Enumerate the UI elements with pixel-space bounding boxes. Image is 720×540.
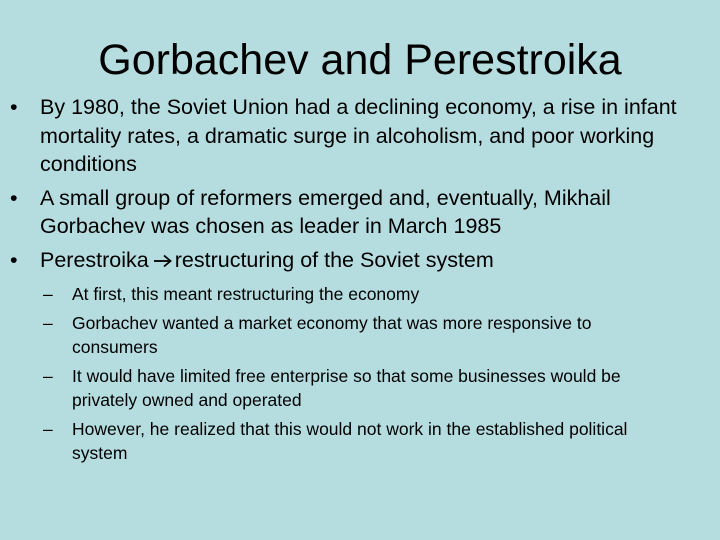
bullet-marker: • (10, 95, 18, 119)
sub-bullet-item (0, 311, 692, 359)
sub-bullet-marker: – (43, 284, 53, 304)
sub-bullet-text: At first, this meant restructuring the economy (72, 284, 420, 304)
sub-bullet-item (0, 417, 692, 465)
sub-bullet-item (0, 282, 692, 306)
sub-bullet-marker: – (43, 419, 53, 439)
sub-bullet-text: It would have limited free enterprise so that some businesses would be privately owned and operated (72, 366, 621, 410)
sub-bullet-list (40, 282, 692, 465)
bullet-text-after: restructuring of the Soviet system (174, 247, 494, 272)
bullet-marker: • (10, 185, 18, 210)
bullet-item (0, 184, 720, 241)
sub-bullet-marker: – (43, 366, 53, 386)
sub-bullet-marker: – (43, 313, 53, 333)
sub-bullet-item (0, 364, 692, 412)
bullet-text: By 1980, the Soviet Union had a declining economy, a rise in infant mortality rates, a dramatic surge in alcoholism, and poor working conditions (40, 95, 677, 176)
bullet-item (0, 93, 720, 179)
sub-bullet-text: However, he realized that this would not work in the established political system (72, 419, 628, 463)
right-arrow-icon (153, 254, 173, 268)
slide-title: Gorbachev and Perestroika (98, 36, 622, 84)
sub-bullet-text: Gorbachev wanted a market economy that was more responsive to consumers (72, 313, 592, 357)
bullet-list (0, 93, 720, 470)
bullet-item (0, 246, 720, 466)
bullet-text-before: Perestroika (40, 247, 149, 272)
bullet-marker: • (10, 247, 18, 272)
bullet-text: A small group of reformers emerged and, eventually, Mikhail Gorbachev was chosen as leader in March 1985 (40, 185, 611, 238)
